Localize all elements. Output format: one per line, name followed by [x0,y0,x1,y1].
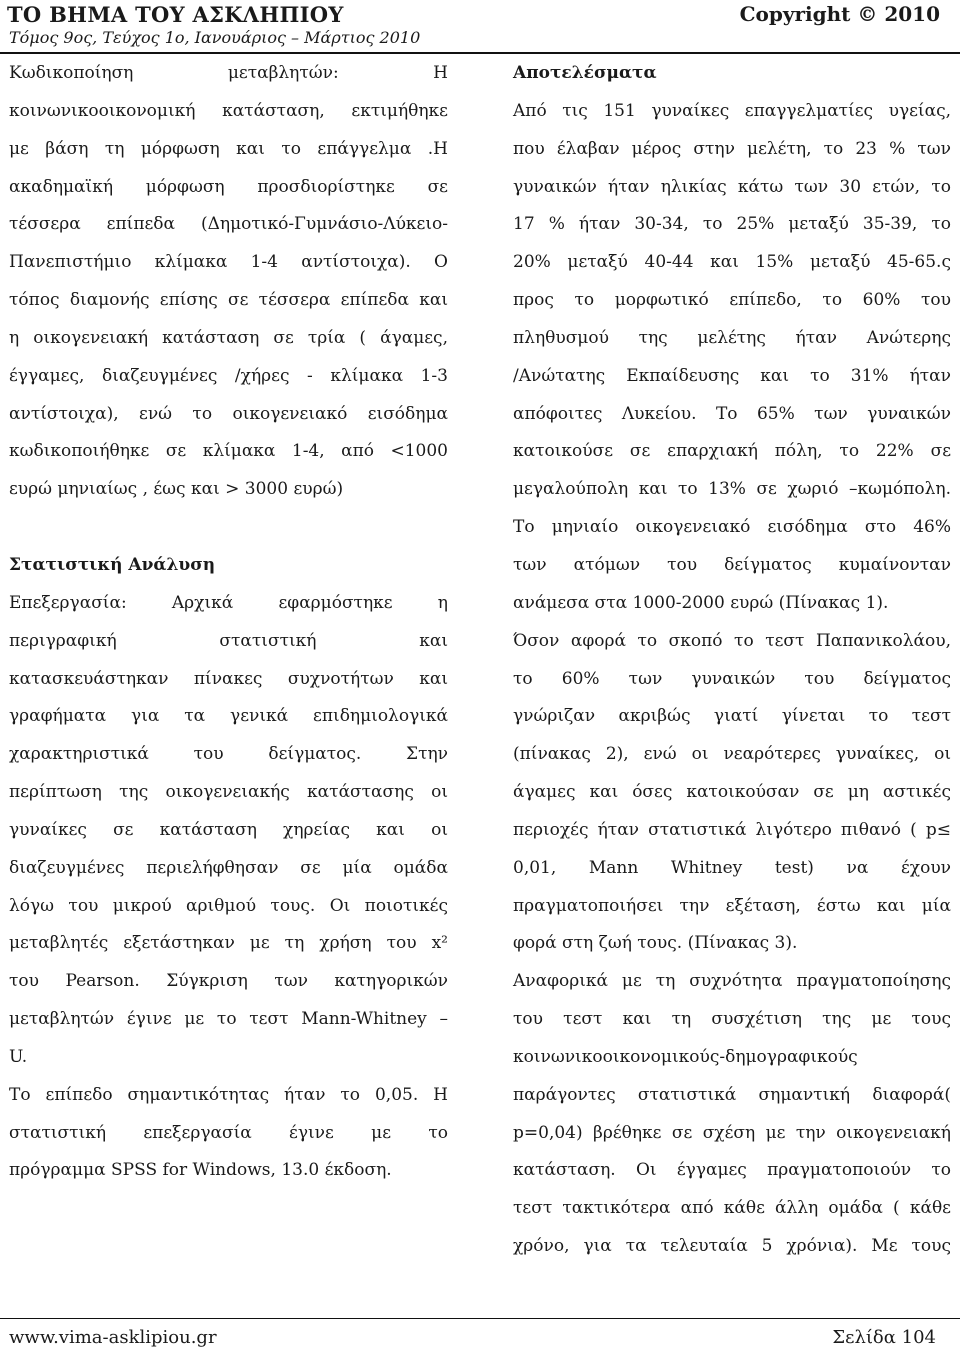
text-line: κατοικούσε σε επαρχιακή πόλη, το 22% σε [513,441,951,462]
text-line: χρόνο, για τα τελευταία 5 χρόνια). Με τους [513,1236,951,1257]
text-line: κωδικοποιήθηκε σε κλίμακα 1-4, από <1000 [9,441,448,462]
text-line: περιοχές ήταν στατιστικά λιγότερο πιθανό ( p≤ [513,819,951,840]
text-line: μεγαλούπολη και το 13% σε χωριό –κωμόπολη. [513,479,951,500]
text-line: φορά στη ζωή τους. (Πίνακας 3). [513,933,798,954]
text-line: ευρώ μηνιαίως , έως και > 3000 ευρώ) [9,479,344,500]
journal-url[interactable]: www.vima-asklipiou.gr [9,1327,217,1348]
journal-title: ΤΟ ΒΗΜΑ ΤΟΥ ΑΣΚΛΗΠΙΟΥ [7,2,344,27]
text-line: χαρακτηριστικά του δείγματος. Στην [9,744,448,765]
text-line: το 60% των γυναικών του δείγματος [513,668,951,689]
text-line: διαζευγμένες περιελήφθησαν σε μία ομάδα [9,857,448,878]
text-line: /Ανώτατης Εκπαίδευσης και το 31% ήταν [513,365,951,386]
text-line: κοινωνικοοικονομικούς-δημογραφικούς [513,1046,858,1067]
text-line: παράγοντες στατιστικά σημαντική διαφορά( [513,1084,951,1105]
text-line: τόπος διαμονής επίσης σε τέσσερα επίπεδα και [9,290,448,311]
text-line: Όσον αφορά το σκοπό το τεστ Παπανικολάου, [513,630,951,651]
right-column [513,55,951,1266]
text-line: με βάση τη μόρφωση και το επάγγελμα .Η [9,138,448,159]
text-line: αντίστοιχα), ενώ το οικογενειακό εισόδημα [9,403,448,424]
text-line: 0,01, Mann Whitney test) να έχουν [513,857,951,878]
text-line: (πίνακας 2), ενώ οι νεαρότερες γυναίκες, οι [513,744,951,765]
text-line: τεστ τακτικότερα από κάθε άλλη ομάδα ( κάθε [513,1198,951,1219]
text-line: του τεστ και τη συσχέτιση της με τους [513,1009,951,1030]
text-line: 17 % ήταν 30-34, το 25% μεταξύ 35-39, το [513,214,951,235]
text-line: περιγραφική στατιστική και [9,630,448,651]
text-line: κοινωνικοοικονομική κατάσταση, εκτιμήθηκε [9,100,448,121]
text-line: που έλαβαν μέρος στην μελέτη, το 23 % των [513,138,951,159]
text-line: Αναφορικά με τη συχνότητα πραγματοποίησης [513,971,951,992]
text-line: περίπτωση της οικογενειακής κατάστασης οι [9,782,448,803]
text-line: μεταβλητές εξετάστηκαν με τη χρήση του x² [9,933,448,954]
text-line: λόγω του μικρού αριθμού τους. Οι ποιοτικές [9,895,448,916]
text-line: προς το μορφωτικό επίπεδο, το 60% του [513,290,951,311]
text-line: Το μηνιαίο οικογενειακό εισόδημα στο 46% [513,517,951,538]
section-heading-results: Αποτελέσματα [513,63,657,83]
page-header [0,0,960,54]
text-line: U. [9,1046,28,1067]
text-line: ακαδημαϊκή μόρφωση προσδιορίστηκε σε [9,176,448,197]
text-line: των ατόμων του δείγματος κυμαίνονταν [513,554,951,575]
text-line: κατασκευάστηκαν πίνακες συχνοτήτων και [9,668,448,689]
text-line: Από τις 151 γυναίκες επαγγελματίες υγείας, [513,100,951,121]
text-line: γυναικών ήταν ηλικίας κάτω των 30 ετών, το [513,176,951,197]
blank-line [9,509,448,547]
text-line: 20% μεταξύ 40-44 και 15% μεταξύ 45-65.ς [513,252,951,273]
text-line: p=0,04) βρέθηκε σε σχέση με την οικογενειακή [513,1122,951,1143]
section-heading-statistical-analysis: Στατιστική Ανάλυση [9,554,216,575]
text-line: η οικογενειακή κατάσταση σε τρία ( άγαμες, [9,327,448,348]
text-line: γυναίκες σε κατάσταση χηρείας και οι [9,819,448,840]
text-line: κατάσταση. Οι έγγαμες πραγματοποιούν το [513,1160,951,1181]
text-line: απόφοιτες Λυκείου. Το 65% των γυναικών [513,403,951,424]
text-line: άγαμες και όσες κατοικούσαν σε μη αστικές [513,782,951,803]
copyright-notice: Copyright © 2010 [739,2,940,26]
text-line: του Pearson. Σύγκριση των κατηγορικών [9,971,448,992]
text-line: στατιστική επεξεργασία έγινε με το [9,1122,448,1143]
issue-info: Τόμος 9ος, Τεύχος 1ο, Ιανουάριος – Μάρτιος 2010 [9,28,421,47]
text-line: πραγματοποιήσει την εξέταση, έστω και μία [513,895,951,916]
page-number: Σελίδα 104 [832,1327,936,1348]
text-line: έγγαμες, διαζευγμένες /χήρες - κλίμακα 1-3 [9,365,448,386]
text-line: γνώριζαν ακριβώς γιατί γίνεται το τεστ [513,706,951,727]
text-line: ανάμεσα στα 1000-2000 ευρώ (Πίνακας 1). [513,592,889,613]
text-line: πληθυσμού της μελέτης ήταν Ανώτερης [513,327,951,348]
text-line: μεταβλητών έγινε με το τεστ Mann-Whitney – [9,1009,448,1030]
text-line: τέσσερα επίπεδα (Δημοτικό-Γυμνάσιο-Λύκειο- [9,214,448,235]
text-line: Επεξεργασία: Αρχικά εφαρμόστηκε η [9,592,448,613]
page-footer [0,1318,960,1353]
text-line: πρόγραμμα SPSS for Windows, 13.0 έκδοση. [9,1160,392,1181]
left-column [9,55,448,1190]
text-line: Κωδικοποίηση μεταβλητών: Η [9,63,448,83]
text-line: Το επίπεδο σημαντικότητας ήταν το 0,05. Η [9,1084,448,1105]
text-line: γραφήματα για τα γενικά επιδημιολογικά [9,706,448,727]
text-line: Πανεπιστήμιο κλίμακα 1-4 αντίστοιχα). Ο [9,252,448,273]
